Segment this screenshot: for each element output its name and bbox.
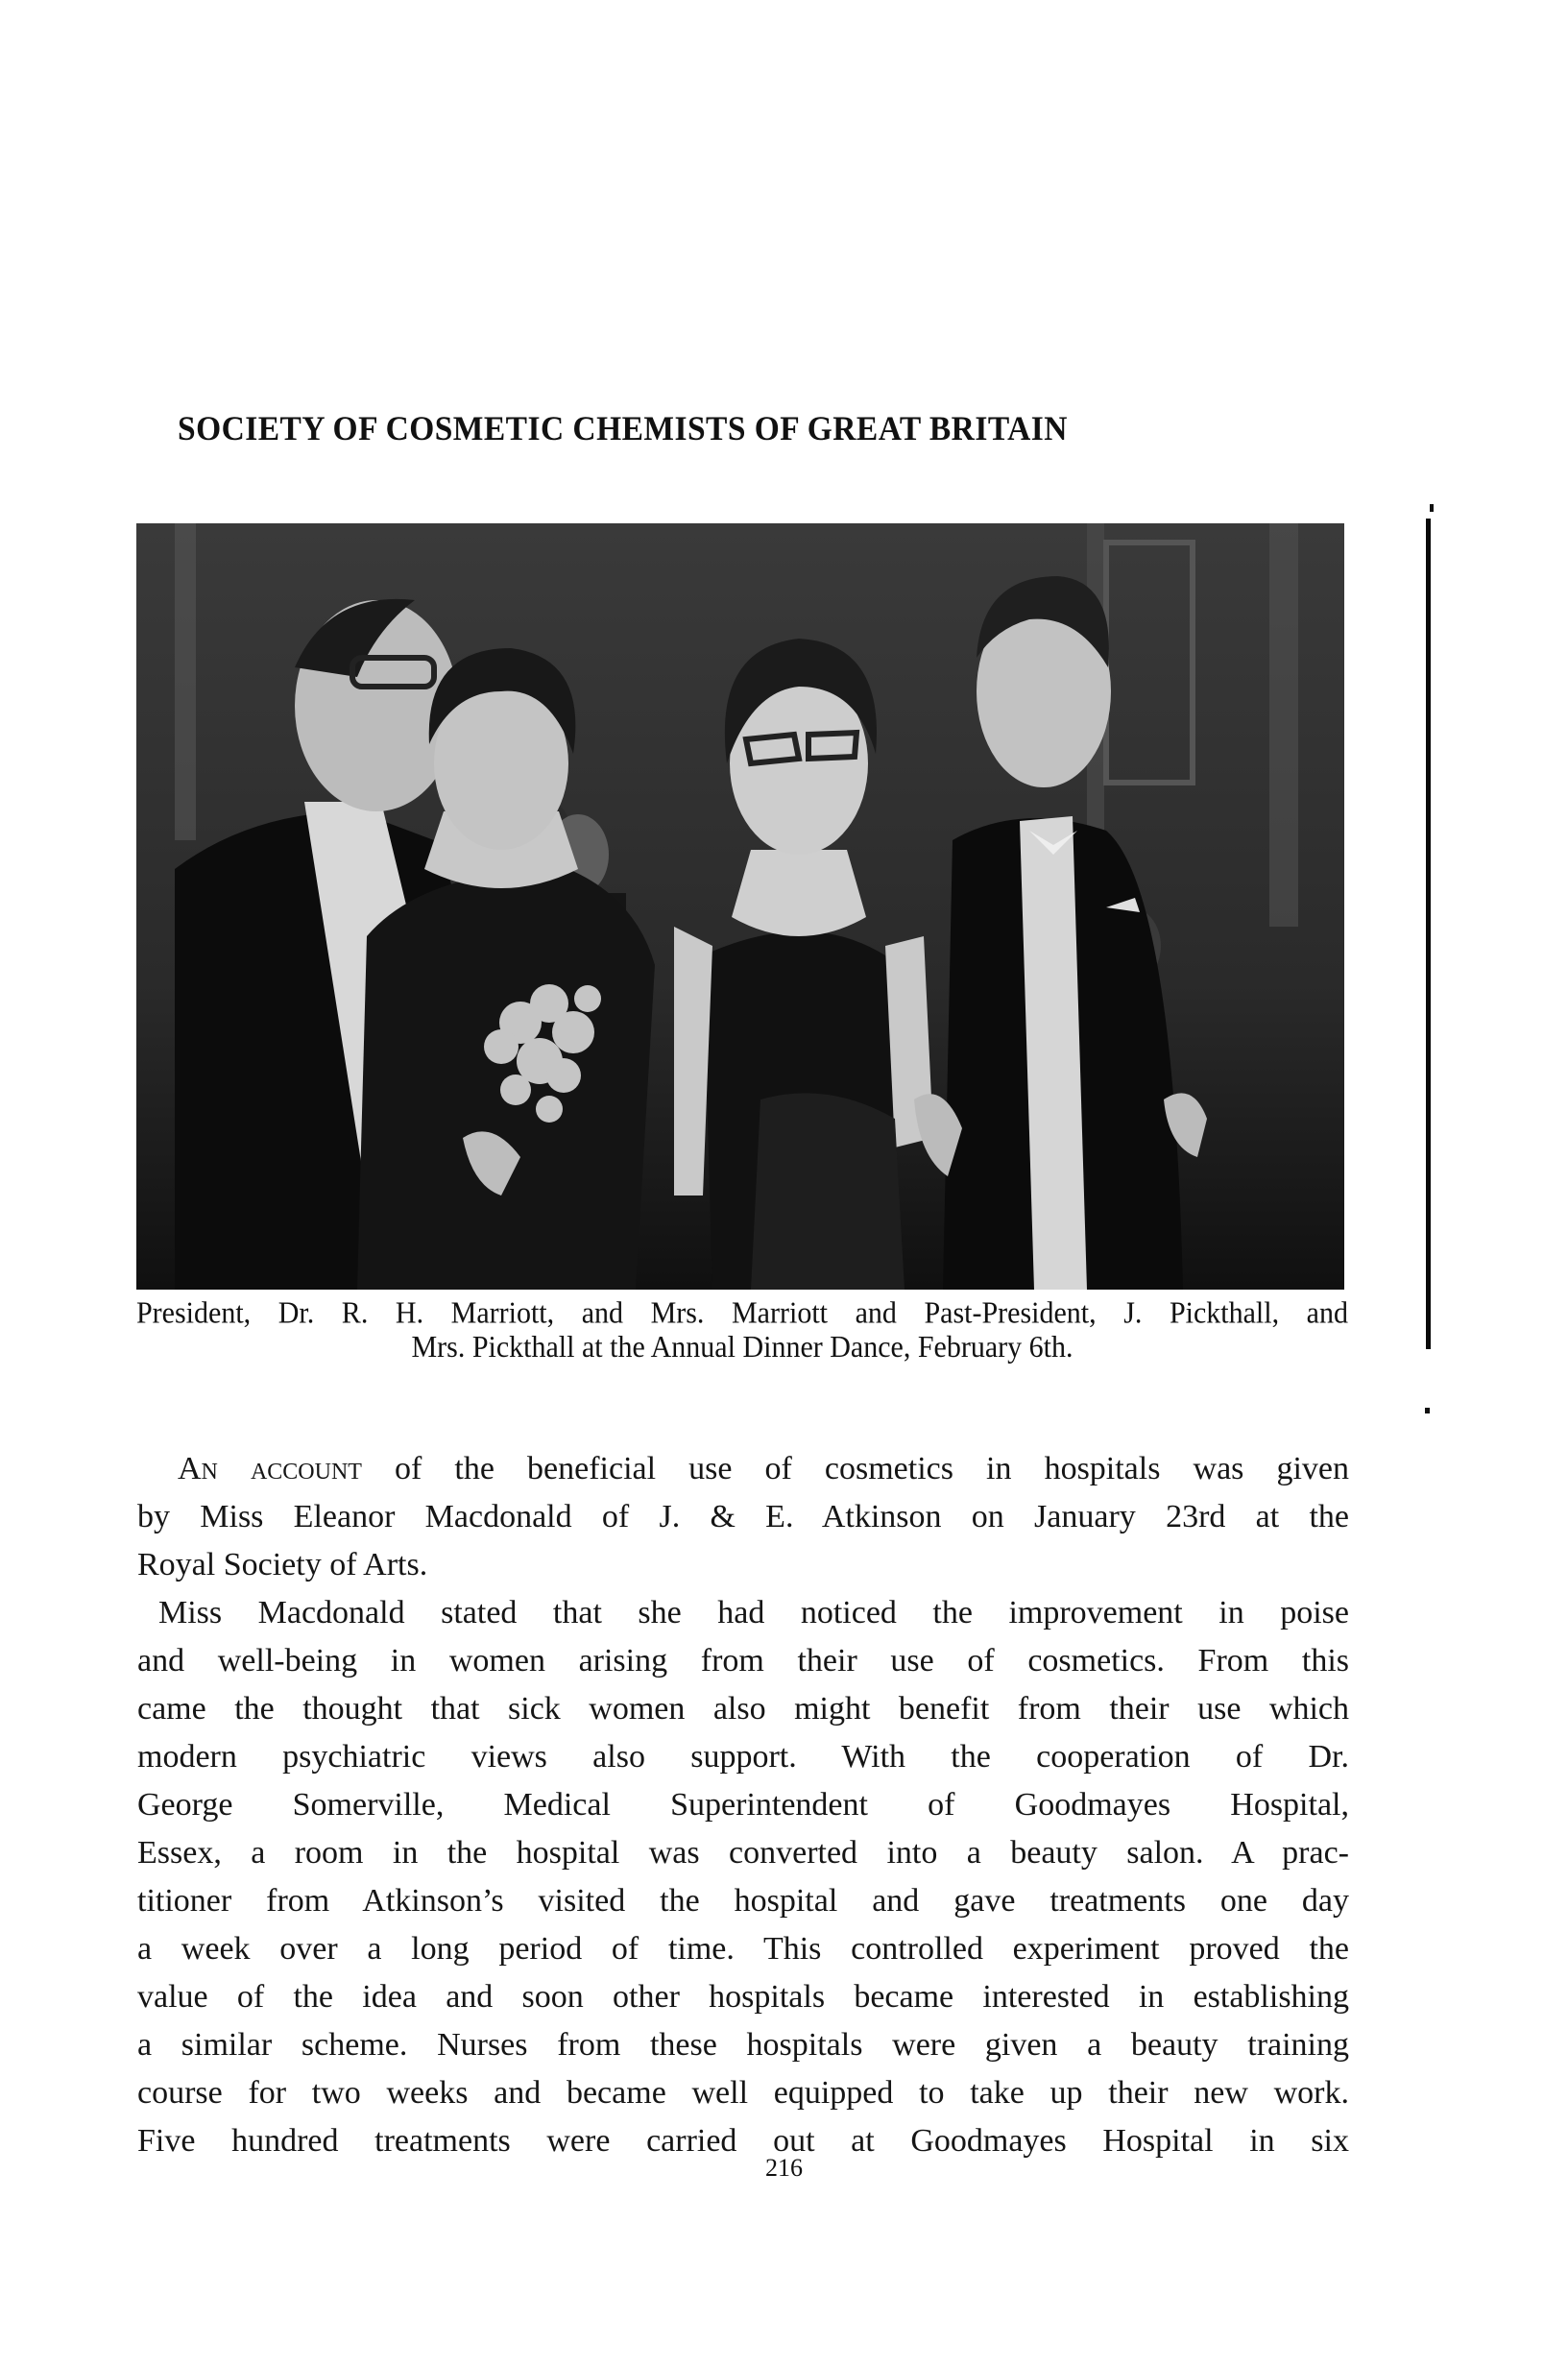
text-run: of the beneficial use of cosmetics in hospitals was given	[361, 1451, 1350, 1486]
scan-artifact-mark	[1430, 504, 1434, 512]
event-photograph	[136, 523, 1344, 1290]
paragraph-2-line: Essex, a room in the hospital was converted into a beauty salon. A prac-	[137, 1835, 1349, 1871]
paragraph-2-line: Five hundred treatments were carried out at Goodmayes Hospital in six	[137, 2123, 1349, 2159]
woman-right-chest	[732, 850, 866, 936]
lead-small-caps: An account	[178, 1451, 362, 1486]
photo-caption	[136, 1296, 1348, 1365]
dark-wrap	[751, 1093, 905, 1290]
wall-panel	[175, 523, 196, 840]
paragraph-2-line: a similar scheme. Nurses from these hospitals were given a beauty training	[137, 2027, 1349, 2063]
caption-line: Mrs. Pickthall at the Annual Dinner Dance, February 6th.	[411, 1330, 1073, 1365]
article-body	[137, 1445, 1349, 2165]
scan-artifact-dot	[1425, 1408, 1430, 1413]
paragraph-2-line: and well-being in women arising from their use of cosmetics. From this	[137, 1643, 1349, 1679]
paragraph-2-line: Miss Macdonald stated that she had noticed the improvement in poise	[158, 1595, 1349, 1630]
paragraph-2-line: modern psychiatric views also support. With the cooperation of Dr.	[137, 1739, 1349, 1775]
paragraph-2-line: came the thought that sick women also might benefit from their use which	[137, 1691, 1349, 1727]
paragraph-2-line: titioner from Atkinson’s visited the hospital and gave treatments one day	[137, 1883, 1349, 1919]
photo-illustration	[136, 523, 1344, 1290]
paragraph-2-line: course for two weeks and became well equipped to take up their new work.	[137, 2075, 1349, 2111]
paragraph-2-line: a week over a long period of time. This controlled experiment proved the	[137, 1931, 1349, 1967]
paragraph-1-line	[137, 1445, 1349, 1493]
scan-artifact-rule	[1426, 519, 1431, 1349]
caption-line: President, Dr. R. H. Marriott, and Mrs. Marriott and Past-President, J. Pickthall, and	[136, 1296, 1348, 1330]
page-number: 216	[765, 2154, 803, 2182]
paragraph-2-line: value of the idea and soon other hospitals became interested in establishing	[137, 1979, 1349, 2015]
page-heading: SOCIETY OF COSMETIC CHEMISTS OF GREAT BRITAIN	[178, 409, 1068, 447]
paragraph-2-line: George Somerville, Medical Superintendent of Goodmayes Hospital,	[137, 1787, 1349, 1823]
paragraph-1-line: by Miss Eleanor Macdonald of J. & E. Atkinson on January 23rd at the	[137, 1499, 1349, 1534]
curtain	[1269, 523, 1298, 927]
paragraph-1-line: Royal Society of Arts.	[137, 1547, 428, 1582]
